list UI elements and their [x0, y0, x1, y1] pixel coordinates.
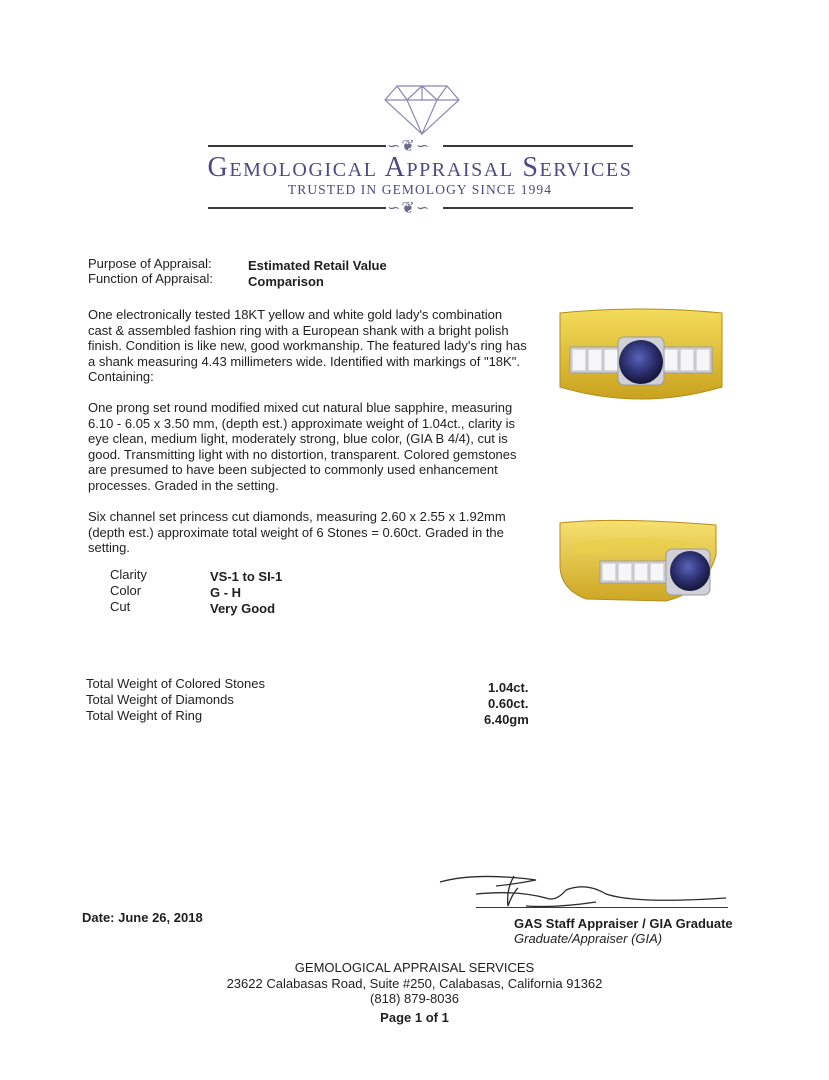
sapphire-description: One prong set round modified mixed cut natural blue sapphire, measuring 6.10 - 6.05 x 3.50 mm, (depth est.) approximate weight of 1.04ct., clarity is eye clean, medium light, moderately strong, blue color, (GIA B 4/4), cut is good. Transmitting light with no distortion, transparent. Colored gemstones are presumed to have been subjected to commonly used enhancement processes. Graded in the setting. — [88, 400, 517, 493]
purpose-label: Purpose of Appraisal: — [88, 256, 212, 271]
footer-phone: (818) 879-8036 — [370, 991, 459, 1006]
diamond-outline-icon — [383, 84, 461, 141]
flourish-top: ∽❦∽ — [387, 136, 431, 155]
header-bottom-rule-right — [443, 207, 633, 209]
brand-tagline: TRUSTED IN GEMOLOGY SINCE 1994 — [287, 182, 553, 197]
footer-company: GEMOLOGICAL APPRAISAL SERVICES — [294, 960, 535, 975]
grading-value: Very Good — [210, 601, 276, 616]
grading-row — [110, 567, 410, 583]
grading-label: Color — [110, 583, 142, 598]
appraiser-name: GAS Staff Appraiser / GIA Graduate — [514, 916, 733, 931]
signature-line — [476, 907, 728, 908]
grading-table — [110, 567, 410, 615]
header-bottom-rule — [208, 207, 386, 209]
purpose-value: Estimated Retail Value — [248, 258, 387, 273]
appraisal-date: Date: June 26, 2018 — [82, 910, 203, 925]
totals-value: 6.40gm — [484, 712, 529, 727]
grading-value: VS-1 to SI-1 — [210, 569, 283, 584]
ring-photo-side — [556, 515, 726, 620]
totals-row — [86, 692, 546, 711]
totals-label: Total Weight of Ring — [86, 708, 203, 723]
grading-label: Clarity — [110, 567, 147, 582]
flourish-bottom: ∽❦∽ — [387, 198, 431, 217]
totals-value: 0.60ct. — [488, 696, 529, 711]
ring-description: One electronically tested 18KT yellow and white gold lady's combination cast & assembled fashion ring with a European shank with a bright polish finish. Condition is like new, good workmanship. The featured lady's ring has a shank measuring 4.43 millimeters wide. Identified with markings of "18K". Containing: — [88, 307, 527, 384]
totals-row — [86, 676, 546, 695]
totals-label: Total Weight of Colored Stones — [86, 676, 265, 691]
totals-label: Total Weight of Diamonds — [86, 692, 234, 707]
grading-row — [110, 583, 410, 599]
grading-label: Cut — [110, 599, 131, 614]
grading-value: G - H — [210, 585, 242, 600]
signature-scribble — [436, 868, 736, 923]
header-top-rule — [208, 145, 386, 147]
totals-value: 1.04ct. — [488, 680, 529, 695]
header-top-rule-right — [443, 145, 633, 147]
footer-address: 23622 Calabasas Road, Suite #250, Calabasas, California 91362 — [226, 976, 603, 991]
diamonds-description: Six channel set princess cut diamonds, measuring 2.60 x 2.55 x 1.92mm (depth est.) approximate total weight of 6 Stones = 0.60ct. Graded in the setting. — [88, 509, 506, 555]
ring-photo-front — [556, 307, 726, 422]
grading-row — [110, 599, 410, 615]
appraiser-title: Graduate/Appraiser (GIA) — [514, 931, 663, 946]
totals-row — [86, 708, 546, 727]
function-value: Comparison — [248, 274, 324, 289]
brand-name: Gemological Appraisal Services — [207, 152, 633, 183]
function-label: Function of Appraisal: — [88, 271, 214, 286]
totals-table — [86, 676, 546, 727]
page-number: Page 1 of 1 — [380, 1010, 449, 1025]
